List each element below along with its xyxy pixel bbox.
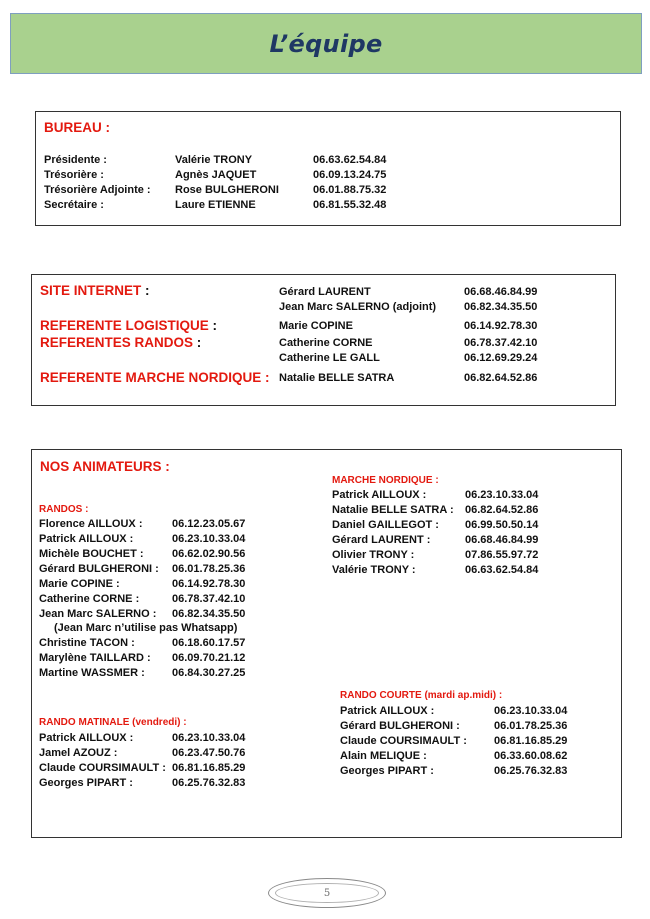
animateur-phone: 06.63.62.54.84	[465, 564, 539, 576]
animateur-phone: 06.23.10.33.04	[494, 705, 568, 717]
referent-phone: 06.82.64.52.86	[464, 372, 538, 384]
animateur-name: Valérie TRONY :	[332, 564, 416, 576]
referent-phone: 06.78.37.42.10	[464, 337, 538, 349]
animateur-name: Gérard BULGHERONI :	[39, 563, 159, 575]
animateur-name: Patrick AILLOUX :	[39, 732, 134, 744]
whatsapp-note: (Jean Marc n’utilise pas Whatsapp)	[54, 622, 238, 634]
page-title: L’équipe	[269, 29, 383, 58]
animateurs-box	[31, 449, 622, 838]
animateur-phone: 06.33.60.08.62	[494, 750, 568, 762]
animateurs-heading: NOS ANIMATEURS :	[40, 459, 170, 474]
referent-name: Catherine CORNE	[279, 337, 373, 349]
animateur-name: Christine TACON :	[39, 637, 135, 649]
animateur-name: Gérard LAURENT :	[332, 534, 431, 546]
bureau-name: Rose BULGHERONI	[175, 184, 279, 196]
bureau-phone: 06.09.13.24.75	[313, 169, 387, 181]
animateur-name: Gérard BULGHERONI :	[340, 720, 460, 732]
animateur-name: Alain MELIQUE :	[340, 750, 427, 762]
bureau-box	[35, 111, 621, 226]
bureau-phone: 06.01.88.75.32	[313, 184, 387, 196]
animateur-phone: 06.82.34.35.50	[172, 608, 246, 620]
animateur-phone: 06.81.16.85.29	[172, 762, 246, 774]
animateur-name: Olivier TRONY :	[332, 549, 415, 561]
animateur-phone: 06.01.78.25.36	[494, 720, 568, 732]
animateur-phone: 06.82.64.52.86	[465, 504, 539, 516]
animateur-phone: 06.78.37.42.10	[172, 593, 246, 605]
bureau-name: Agnès JAQUET	[175, 169, 257, 181]
bureau-name: Valérie TRONY	[175, 154, 253, 166]
referents-box	[31, 274, 616, 406]
animateur-name: Michèle BOUCHET :	[39, 548, 144, 560]
page-number-text: 5	[323, 887, 331, 899]
animateur-name: Natalie BELLE SATRA :	[332, 504, 454, 516]
page-number	[268, 878, 386, 908]
bureau-role: Secrétaire :	[44, 199, 104, 211]
animateur-phone: 06.68.46.84.99	[465, 534, 539, 546]
animateur-name: Claude COURSIMAULT :	[39, 762, 166, 774]
title-banner	[10, 13, 642, 74]
bureau-phone: 06.63.62.54.84	[313, 154, 387, 166]
animateur-name: Georges PIPART :	[39, 777, 133, 789]
animateur-phone: 06.25.76.32.83	[172, 777, 246, 789]
bureau-role: Trésorière :	[44, 169, 104, 181]
animateur-phone: 06.23.10.33.04	[172, 732, 246, 744]
animateur-phone: 06.09.70.21.12	[172, 652, 246, 664]
referent-phone: 06.12.69.29.24	[464, 352, 538, 364]
nordique-referente-label: REFERENTE MARCHE NORDIQUE :	[40, 370, 270, 385]
animateur-phone: 06.23.47.50.76	[172, 747, 246, 759]
referent-name: Natalie BELLE SATRA	[279, 372, 395, 384]
animateur-phone: 06.81.16.85.29	[494, 735, 568, 747]
animateur-name: Jean Marc SALERNO :	[39, 608, 157, 620]
animateur-phone: 06.12.23.05.67	[172, 518, 246, 530]
referent-phone: 06.82.34.35.50	[464, 301, 538, 313]
animateur-phone: 06.01.78.25.36	[172, 563, 246, 575]
site-internet-label: SITE INTERNET :	[40, 283, 150, 298]
animateur-phone: 06.84.30.27.25	[172, 667, 246, 679]
animateur-name: Patrick AILLOUX :	[39, 533, 134, 545]
bureau-heading: BUREAU :	[44, 120, 110, 135]
referent-phone: 06.14.92.78.30	[464, 320, 538, 332]
animateur-phone: 06.18.60.17.57	[172, 637, 246, 649]
animateur-phone: 07.86.55.97.72	[465, 549, 539, 561]
animateur-name: Georges PIPART :	[340, 765, 434, 777]
animateur-phone: 06.14.92.78.30	[172, 578, 246, 590]
animateur-name: Marie COPINE :	[39, 578, 120, 590]
animateur-phone: 06.23.10.33.04	[465, 489, 539, 501]
animateur-phone: 06.25.76.32.83	[494, 765, 568, 777]
animateur-phone: 06.62.02.90.56	[172, 548, 246, 560]
animateur-phone: 06.99.50.50.14	[465, 519, 539, 531]
bureau-role: Trésorière Adjointe :	[44, 184, 151, 196]
animateur-name: Claude COURSIMAULT :	[340, 735, 467, 747]
animateur-name: Daniel GAILLEGOT :	[332, 519, 439, 531]
bureau-name: Laure ETIENNE	[175, 199, 256, 211]
matinale-heading: RANDO MATINALE (vendredi) :	[39, 717, 187, 728]
animateur-name: Florence AILLOUX :	[39, 518, 143, 530]
animateur-name: Jamel AZOUZ :	[39, 747, 118, 759]
referent-phone: 06.68.46.84.99	[464, 286, 538, 298]
animateur-name: Catherine CORNE :	[39, 593, 140, 605]
animateur-name: Marylène TAILLARD :	[39, 652, 151, 664]
referent-name: Catherine LE GALL	[279, 352, 380, 364]
logistique-label: REFERENTE LOGISTIQUE :	[40, 318, 218, 333]
referent-name: Jean Marc SALERNO (adjoint)	[279, 301, 437, 313]
animateur-name: Patrick AILLOUX :	[332, 489, 427, 501]
randos-heading: RANDOS :	[39, 504, 89, 515]
referent-name: Gérard LAURENT	[279, 286, 371, 298]
courte-heading: RANDO COURTE (mardi ap.midi) :	[340, 690, 503, 701]
animateur-name: Martine WASSMER :	[39, 667, 145, 679]
referent-name: Marie COPINE	[279, 320, 353, 332]
randos-referentes-label: REFERENTES RANDOS :	[40, 335, 202, 350]
bureau-phone: 06.81.55.32.48	[313, 199, 387, 211]
bureau-role: Présidente :	[44, 154, 107, 166]
animateur-name: Patrick AILLOUX :	[340, 705, 435, 717]
animateur-phone: 06.23.10.33.04	[172, 533, 246, 545]
nordique-heading: MARCHE NORDIQUE :	[332, 475, 439, 486]
